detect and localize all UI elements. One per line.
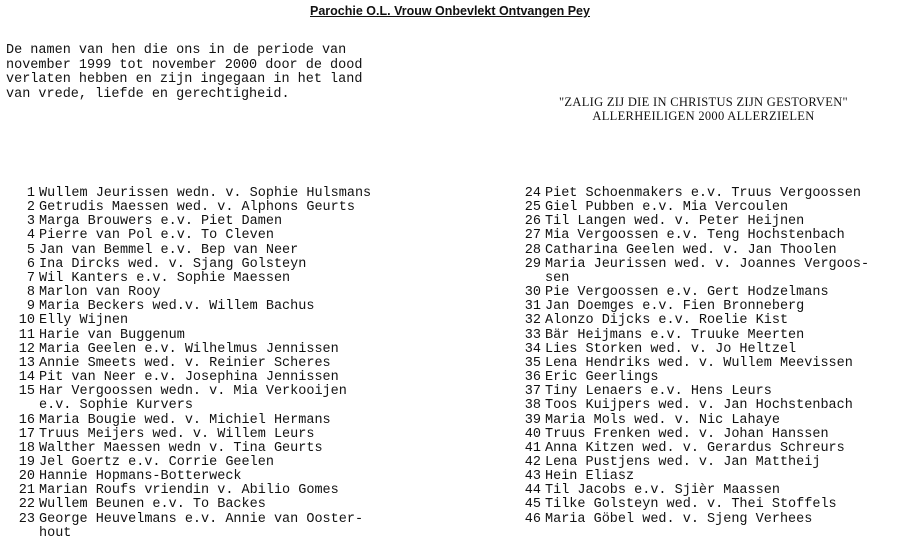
- list-item-number: 35: [524, 355, 541, 371]
- list-item-text: Hein Eliasz: [545, 469, 635, 485]
- list-item-text: Pie Vergoossen e.v. Gert Hodzelmans: [545, 285, 829, 301]
- list-item: [12, 428, 371, 442]
- list-item: [518, 498, 869, 512]
- list-item: [12, 314, 371, 328]
- list-item: [12, 244, 371, 258]
- list-item-text: Lena Hendriks wed. v. Wullem Meevissen: [545, 355, 853, 371]
- list-item-text: Ina Dircks wed. v. Sjang Golsteyn: [39, 256, 307, 272]
- list-item-text: Jan Doemges e.v. Fien Bronneberg: [545, 299, 805, 315]
- list-item: [518, 215, 869, 229]
- list-item: [518, 385, 869, 399]
- list-item-number: 31: [524, 299, 541, 315]
- list-item: [12, 470, 371, 484]
- name-list-right: [518, 187, 869, 527]
- list-item: [12, 187, 371, 201]
- list-item-text: Jan van Bemmel e.v. Bep van Neer: [39, 242, 299, 258]
- list-item-text: Wullem Jeurissen wedn. v. Sophie Hulsmans: [39, 186, 372, 201]
- list-item-number: 37: [524, 384, 541, 400]
- list-item: [518, 272, 869, 286]
- intro-line: verlaten hebben en zijn ingegaan in het land: [6, 72, 363, 88]
- list-item-number: 15: [18, 384, 35, 400]
- list-item-number: 25: [524, 200, 541, 216]
- list-item-text: Mia Vergoossen e.v. Teng Hochstenbach: [545, 228, 845, 244]
- list-item: [518, 399, 869, 413]
- list-item: [518, 456, 869, 470]
- list-item-number: [12, 527, 39, 541]
- list-item-text: Eric Geerlings: [545, 370, 659, 386]
- list-item-text: Bär Heijmans e.v. Truuke Meerten: [545, 327, 805, 343]
- list-item: [12, 357, 371, 371]
- list-item-number: [12, 399, 39, 413]
- list-item: [12, 456, 371, 470]
- list-item-number: 45: [524, 497, 541, 513]
- list-item-number: 11: [18, 327, 35, 343]
- list-item-text: hout: [39, 525, 72, 541]
- list-item-text: Getrudis Maessen wed. v. Alphons Geurts: [39, 200, 355, 216]
- list-item-number: 29: [524, 256, 541, 272]
- list-item-text: Truus Meijers wed. v. Willem Leurs: [39, 426, 315, 442]
- list-item-number: 2: [26, 200, 35, 216]
- list-item: [12, 442, 371, 456]
- list-item-number: 46: [524, 511, 541, 527]
- list-item: [12, 229, 371, 243]
- list-item-number: 6: [26, 256, 35, 272]
- list-item-text: Tilke Golsteyn wed. v. Thei Stoffels: [545, 497, 837, 513]
- list-item: [518, 371, 869, 385]
- list-item-number: 32: [524, 313, 541, 329]
- name-list-left: [12, 187, 371, 541]
- list-item-number: 43: [524, 469, 541, 485]
- page-title: [0, 4, 900, 18]
- list-item: [12, 414, 371, 428]
- list-item-text: Tiny Lenaers e.v. Hens Leurs: [545, 384, 772, 400]
- list-item-number: 23: [18, 511, 35, 527]
- list-item: [518, 513, 869, 527]
- list-item-number: 41: [524, 440, 541, 456]
- list-item-text: Piet Schoenmakers e.v. Truus Vergoossen: [545, 186, 861, 201]
- list-item: [12, 498, 371, 512]
- list-item-text: Annie Smeets wed. v. Reinier Scheres: [39, 355, 331, 371]
- list-item: [518, 343, 869, 357]
- list-item-number: 12: [18, 341, 35, 357]
- list-item-number: 9: [26, 299, 35, 315]
- list-item-text: Marga Brouwers e.v. Piet Damen: [39, 214, 283, 230]
- list-item-text: Alonzo Dijcks e.v. Roelie Kist: [545, 313, 789, 329]
- list-item-text: Maria Mols wed. v. Nic Lahaye: [545, 412, 780, 428]
- list-item-number: 18: [18, 440, 35, 456]
- list-item-number: 21: [18, 483, 35, 499]
- list-item-number: 30: [524, 285, 541, 301]
- list-item-number: 1: [26, 186, 35, 201]
- intro-paragraph: [6, 44, 396, 102]
- list-item-text: Maria Jeurissen wed. v. Joannes Vergoos-: [545, 256, 870, 272]
- list-item: [518, 428, 869, 442]
- list-item-text: Harie van Buggenum: [39, 327, 185, 343]
- list-item-number: 4: [26, 228, 35, 244]
- list-item-text: Elly Wijnen: [39, 313, 129, 329]
- list-item: [12, 300, 371, 314]
- list-item-number: 5: [26, 242, 35, 258]
- list-item-number: 24: [524, 186, 541, 201]
- list-item-text: Giel Pubben e.v. Mia Vercoulen: [545, 200, 789, 216]
- list-item-text: Marian Roufs vriendin v. Abilio Gomes: [39, 483, 339, 499]
- list-item: [518, 329, 869, 343]
- list-item-text: Wullem Beunen e.v. To Backes: [39, 497, 266, 513]
- list-item: [12, 201, 371, 215]
- list-item-text: Walther Maessen wedn v. Tina Geurts: [39, 440, 323, 456]
- list-item: [518, 229, 869, 243]
- list-item-text: Wil Kanters e.v. Sophie Maessen: [39, 270, 291, 286]
- list-item: [518, 244, 869, 258]
- list-item-text: Jel Goertz e.v. Corrie Geelen: [39, 454, 274, 470]
- list-item-number: 8: [26, 285, 35, 301]
- list-item-text: Til Langen wed. v. Peter Heijnen: [545, 214, 805, 230]
- list-item: [518, 484, 869, 498]
- list-item-number: [518, 272, 545, 286]
- list-item: [12, 258, 371, 272]
- list-item: [518, 314, 869, 328]
- list-item-number: 36: [524, 370, 541, 386]
- list-item: [12, 272, 371, 286]
- list-item-text: George Heuvelmans e.v. Annie van Ooster-: [39, 511, 364, 527]
- list-item: [518, 286, 869, 300]
- list-item: [518, 258, 869, 272]
- list-item-number: 13: [18, 355, 35, 371]
- list-item-text: Maria Bougie wed. v. Michiel Hermans: [39, 412, 331, 428]
- list-item-number: 19: [18, 454, 35, 470]
- list-item-number: 39: [524, 412, 541, 428]
- list-item-text: Lena Pustjens wed. v. Jan Mattheij: [545, 454, 821, 470]
- list-item: [12, 215, 371, 229]
- list-item-number: 22: [18, 497, 35, 513]
- list-item-number: 33: [524, 327, 541, 343]
- list-item-text: Toos Kuijpers wed. v. Jan Hochstenbach: [545, 398, 853, 414]
- motto-subtitle: ALLERHEILIGEN 2000 ALLERZIELEN: [592, 108, 815, 123]
- list-item-number: 14: [18, 370, 35, 386]
- list-item: [518, 187, 869, 201]
- list-item-text: e.v. Sophie Kurvers: [39, 398, 193, 414]
- list-item-text: Lies Storken wed. v. Jo Heltzel: [545, 341, 797, 357]
- list-item-text: Pit van Neer e.v. Josephina Jennissen: [39, 370, 339, 386]
- list-item: [518, 357, 869, 371]
- list-item-text: Catharina Geelen wed. v. Jan Thoolen: [545, 242, 837, 258]
- list-item-text: Truus Frenken wed. v. Johan Hanssen: [545, 426, 829, 442]
- list-item-text: Hannie Hopmans-Botterweck: [39, 469, 242, 485]
- list-item-number: 26: [524, 214, 541, 230]
- intro-line: De namen van hen die ons in de periode van: [6, 43, 347, 58]
- list-item: [12, 286, 371, 300]
- list-item: [12, 399, 371, 413]
- list-item: [518, 442, 869, 456]
- list-item-number: 16: [18, 412, 35, 428]
- list-item-number: 17: [18, 426, 35, 442]
- intro-line: van vrede, liefde en gerechtigheid.: [6, 86, 290, 102]
- list-item: [12, 527, 371, 541]
- list-item-number: 27: [524, 228, 541, 244]
- list-item-number: 42: [524, 454, 541, 470]
- intro-line: november 1999 tot november 2000 door de dood: [6, 57, 363, 73]
- list-item-number: 20: [18, 469, 35, 485]
- list-item: [12, 371, 371, 385]
- motto-quote: "ZALIG ZIJ DIE IN CHRISTUS ZIJN GESTORVEN": [559, 95, 848, 109]
- list-item: [518, 414, 869, 428]
- list-item-number: 10: [18, 313, 35, 329]
- list-item-text: Marlon van Rooy: [39, 285, 161, 301]
- list-item-number: 7: [26, 270, 35, 286]
- list-item-number: 38: [524, 398, 541, 414]
- list-item: [12, 385, 371, 399]
- list-item-text: Til Jacobs e.v. Sjièr Maassen: [545, 483, 780, 499]
- list-item-number: 34: [524, 341, 541, 357]
- list-item: [518, 201, 869, 215]
- list-item: [518, 300, 869, 314]
- list-item-text: Har Vergoossen wedn. v. Mia Verkooijen: [39, 384, 347, 400]
- list-item: [12, 329, 371, 343]
- list-item-text: Maria Geelen e.v. Wilhelmus Jennissen: [39, 341, 339, 357]
- list-item-text: sen: [545, 270, 570, 286]
- list-item: [12, 513, 371, 527]
- motto-block: [516, 96, 891, 123]
- list-item: [518, 470, 869, 484]
- page-title-text: Parochie O.L. Vrouw Onbevlekt Ontvangen Pey: [310, 4, 590, 18]
- list-item-text: Maria Beckers wed.v. Willem Bachus: [39, 299, 315, 315]
- list-item-text: Pierre van Pol e.v. To Cleven: [39, 228, 274, 244]
- list-item-number: 3: [26, 214, 35, 230]
- list-item-text: Maria Göbel wed. v. Sjeng Verhees: [545, 511, 813, 527]
- list-item-text: Anna Kitzen wed. v. Gerardus Schreurs: [545, 440, 845, 456]
- list-item-number: 28: [524, 242, 541, 258]
- list-item-number: 40: [524, 426, 541, 442]
- list-item-number: 44: [524, 483, 541, 499]
- list-item: [12, 484, 371, 498]
- list-item: [12, 343, 371, 357]
